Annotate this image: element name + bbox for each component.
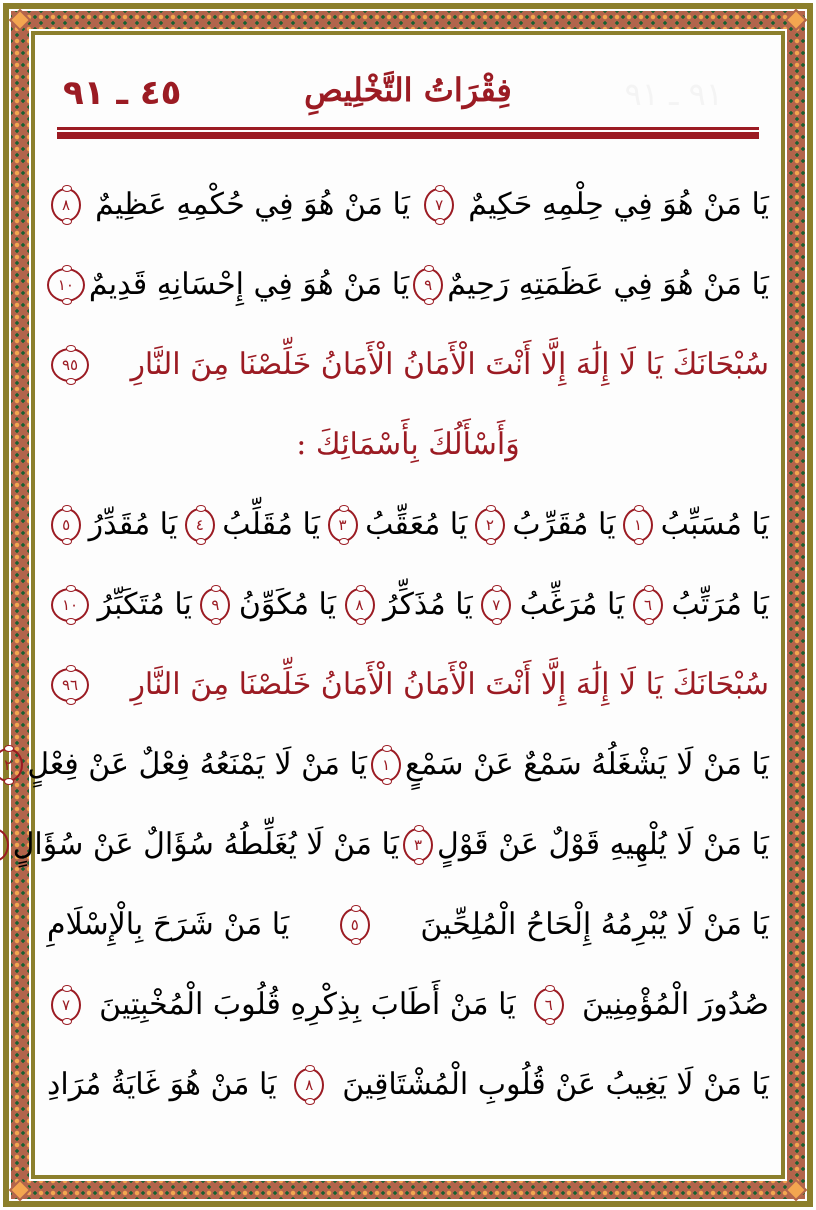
- verse-number-marker-icon: ٦: [534, 988, 564, 1022]
- verse-number-marker-icon: ٤: [185, 508, 215, 542]
- verse-text: يَا مَنْ هُوَ فِي حُكْمِهِ عَظِيمٌ: [95, 187, 410, 222]
- page-content: [4, 35, 781, 1175]
- verse-text: يَا مُقَلِّبُ: [222, 507, 320, 542]
- text-line: [47, 485, 769, 565]
- verse-number-marker-icon: ٧: [424, 188, 454, 222]
- text-line: [47, 405, 769, 485]
- verse-text: يَا مُرَغِّبُ: [519, 587, 625, 622]
- text-line: [47, 965, 769, 1045]
- supplication-text: [4, 165, 769, 1125]
- text-line: [47, 165, 769, 245]
- verse-text: يَا مُرَتِّبُ: [671, 587, 769, 622]
- verse-text: يَا مَنْ لَا يُبْرِمُهُ إِلْحَاحُ الْمُلِحِّينَ: [420, 907, 769, 942]
- verse-number-marker-icon: ١: [623, 508, 653, 542]
- verse-number-marker-icon: ١٠: [51, 588, 89, 622]
- page-header: [57, 65, 759, 135]
- verse-text: يَا مَنْ هُوَ فِي عَظَمَتِهِ رَحِيمٌ: [447, 267, 769, 302]
- verse-number-marker-icon: ٥: [51, 508, 81, 542]
- verse-number-marker-icon: ٧: [481, 588, 511, 622]
- text-line: [47, 645, 769, 725]
- verse-number-marker-icon: ٦: [633, 588, 663, 622]
- verse-text: يَا مَنْ لَا يَغِيبُ عَنْ قُلُوبِ الْمُشْتَاقِينَ: [342, 1067, 769, 1102]
- verse-text: يَا مَنْ هُوَ غَايَةُ مُرَادِ: [47, 1067, 277, 1102]
- text-line: [47, 565, 769, 645]
- verse-text: يَا مَنْ شَرَحَ بِالْإِسْلَامِ: [47, 907, 290, 942]
- text-line: [47, 885, 769, 965]
- verse-number-marker-icon: ٩٥: [51, 348, 89, 382]
- verse-text: يَا مَنْ لَا يُغَلِّطُهُ سُؤَالٌ عَنْ سُؤَالٍ: [12, 827, 400, 862]
- header-rule-thin: [57, 127, 759, 130]
- verse-text: يَا مَنْ لَا يَشْغَلُهُ سَمْعٌ عَنْ سَمْعٍ: [405, 747, 769, 782]
- text-line: [47, 325, 769, 405]
- verse-text: سُبْحَانَكَ يَا لَا إِلَٰهَ إِلَّا أَنْتَ الْأَمَانُ الْأَمَانُ خَلِّصْنَا مِنَ النَّارِ: [130, 347, 769, 382]
- verse-number-marker-icon: ١: [371, 748, 401, 782]
- verse-text: يَا مَنْ هُوَ فِي حِلْمِهِ حَكِيمٌ: [468, 187, 769, 222]
- verse-text: يَا مَنْ لَا يَمْنَعُهُ فِعْلٌ عَنْ فِعْلٍ: [27, 747, 368, 782]
- verse-number-marker-icon: ٩٦: [51, 668, 89, 702]
- page-range: ٤٥ ـ ٩١: [63, 73, 182, 113]
- verse-text: سُبْحَانَكَ يَا لَا إِلَٰهَ إِلَّا أَنْتَ الْأَمَانُ الْأَمَانُ خَلِّصْنَا مِنَ النَّارِ: [130, 667, 769, 702]
- verse-text: يَا مَنْ أَطَابَ بِذِكْرِهِ قُلُوبَ الْمُخْبِتِينَ: [99, 987, 516, 1022]
- verse-text: وَأَسْأَلُكَ بِأَسْمَائِكَ :: [296, 427, 520, 462]
- verse-number-marker-icon: ٢: [475, 508, 505, 542]
- verse-text: يَا مُتَكَبِّرُ: [97, 587, 192, 622]
- verse-number-marker-icon: ١٠: [47, 268, 85, 302]
- verse-text: يَا مُقَدِّرُ: [88, 507, 178, 542]
- text-line: [47, 1045, 769, 1125]
- verse-number-marker-icon: ٢: [0, 748, 23, 782]
- verse-number-marker-icon: ٨: [51, 188, 81, 222]
- verse-text: يَا مُكَوِّنُ: [238, 587, 337, 622]
- verse-number-marker-icon: ٧: [51, 988, 81, 1022]
- verse-number-marker-icon: ٣: [403, 828, 433, 862]
- text-line: [4, 725, 769, 805]
- verse-number-marker-icon: ٥: [340, 908, 370, 942]
- verse-number-marker-icon: ٨: [294, 1068, 324, 1102]
- page-title: فِقْرَاتُ التَّخْلِيصِ: [304, 71, 512, 109]
- verse-number-marker-icon: ٩: [413, 268, 443, 302]
- ghost-page-range: ٩١ ـ ٩١: [624, 75, 723, 113]
- verse-text: صُدُورَ الْمُؤْمِنِينَ: [581, 987, 769, 1022]
- text-line: [12, 805, 769, 885]
- verse-text: يَا مُعَقِّبُ: [365, 507, 468, 542]
- text-line: [47, 245, 769, 325]
- header-rule-thick: [57, 132, 759, 139]
- verse-text: يَا مُقَرِّبُ: [512, 507, 616, 542]
- verse-number-marker-icon: ٣: [328, 508, 358, 542]
- verse-text: يَا مُذَكِّرُ: [383, 587, 473, 622]
- verse-text: يَا مُسَبِّبُ: [660, 507, 769, 542]
- verse-number-marker-icon: ٨: [345, 588, 375, 622]
- verse-text: يَا مَنْ لَا يُلْهِيهِ قَوْلٌ عَنْ قَوْلٍ: [437, 827, 769, 862]
- verse-text: يَا مَنْ هُوَ فِي إِحْسَانِهِ قَدِيمٌ: [88, 267, 410, 302]
- verse-number-marker-icon: ٩: [200, 588, 230, 622]
